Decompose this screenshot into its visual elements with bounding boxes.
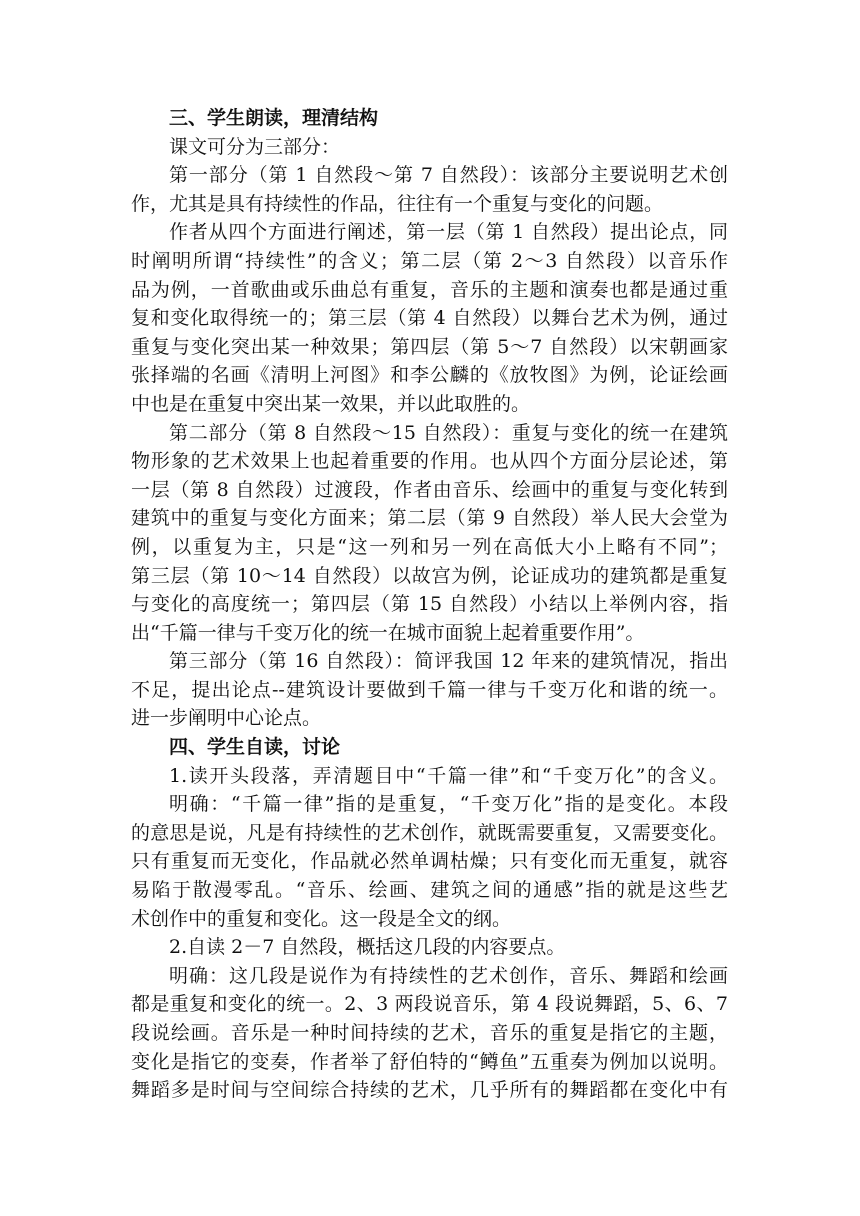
paragraph-line: 明确：“千篇一律”指的是重复，“千变万化”指的是变化。本段: [169, 793, 728, 816]
paragraph-line: 重复与变化突出某一种效果；第四层（第 5～7 自然段）以宋朝画家: [131, 335, 728, 358]
paragraph-line: 例，以重复为主，只是“这一列和另一列在高低大小上略有不同”；: [131, 535, 728, 558]
paragraph-line: 明确：这几段是说作为有持续性的艺术创作，音乐、舞蹈和绘画: [169, 964, 728, 987]
paragraph-line: 易陷于散漫零乱。“音乐、绘画、建筑之间的通感”指的就是这些艺: [131, 879, 728, 902]
paragraph-line: 与变化的高度统一；第四层（第 15 自然段）小结以上举例内容，指: [131, 593, 728, 616]
paragraph-line: 课文可分为三部分：: [169, 135, 341, 158]
paragraph-line: 第三部分（第 16 自然段）：简评我国 12 年来的建筑情况，指出: [169, 650, 728, 673]
section-heading-4: 四、学生自读，讨论: [169, 736, 341, 759]
paragraph-line: 中也是在重复中突出某一效果，并以此取胜的。: [131, 392, 531, 415]
paragraph-line: 不足，提出论点--建筑设计要做到千篇一律与千变万化和谐的统一。: [131, 678, 728, 701]
section-heading-3: 三、学生朗读，理清结构: [169, 107, 379, 129]
paragraph-line: 的意思是说，凡是有持续性的艺术创作，就既需要重复，又需要变化。: [131, 821, 728, 844]
paragraph-line: 进一步阐明中心论点。: [131, 707, 322, 730]
paragraph-line: 品为例，一首歌曲或乐曲总有重复，音乐的主题和演奏也都是通过重: [131, 278, 728, 301]
paragraph-line: 术创作中的重复和变化。这一段是全文的纲。: [131, 907, 512, 930]
paragraph-line: 舞蹈多是时间与空间综合持续的艺术，几乎所有的舞蹈都在变化中有: [131, 1079, 728, 1102]
document-page: [131, 104, 728, 1105]
paragraph-line: 作，尤其是具有持续性的作品，往往有一个重复与变化的问题。: [131, 192, 664, 215]
paragraph-line: 第三层（第 10～14 自然段）以故宫为例，论证成功的建筑都是重复: [131, 564, 728, 587]
paragraph-line: 建筑中的重复与变化方面来；第二层（第 9 自然段）举人民大会堂为: [131, 507, 728, 530]
paragraph-line: 物形象的艺术效果上也起着重要的作用。也从四个方面分层论述，第: [131, 450, 728, 473]
paragraph-line: 出“千篇一律与千变万化的统一在城市面貌上起着重要作用”。: [131, 621, 645, 644]
paragraph-line: 张择端的名画《清明上河图》和李公麟的《放牧图》为例，论证绘画: [131, 364, 728, 387]
paragraph-line: 都是重复和变化的统一。2、3 两段说音乐，第 4 段说舞蹈，5、6、7: [131, 993, 728, 1016]
paragraph-line: 1.读开头段落，弄清题目中“千篇一律”和“千变万化”的含义。: [169, 764, 728, 787]
paragraph-line: 时阐明所谓“持续性”的含义；第二层（第 2～3 自然段）以音乐作: [131, 249, 728, 272]
paragraph-line: 作者从四个方面进行阐述，第一层（第 1 自然段）提出论点，同: [169, 221, 728, 244]
paragraph-line: 第二部分（第 8 自然段～15 自然段）：重复与变化的统一在建筑: [169, 421, 728, 444]
paragraph-line: 变化是指它的变奏，作者举了舒伯特的“鳟鱼”五重奏为例加以说明。: [131, 1050, 728, 1073]
paragraph-line: 一层（第 8 自然段）过渡段，作者由音乐、绘画中的重复与变化转到: [131, 478, 728, 501]
paragraph-line: 2.自读 2－7 自然段，概括这几段的内容要点。: [169, 936, 566, 959]
paragraph-line: 复和变化取得统一的；第三层（第 4 自然段）以舞台艺术为例，通过: [131, 307, 728, 330]
paragraph-line: 段说绘画。音乐是一种时间持续的艺术，音乐的重复是指它的主题，: [131, 1022, 728, 1044]
paragraph-line: 第一部分（第 1 自然段～第 7 自然段）：该部分主要说明艺术创: [169, 164, 728, 187]
paragraph-line: 只有重复而无变化，作品就必然单调枯燥；只有变化而无重复，就容: [131, 850, 728, 873]
